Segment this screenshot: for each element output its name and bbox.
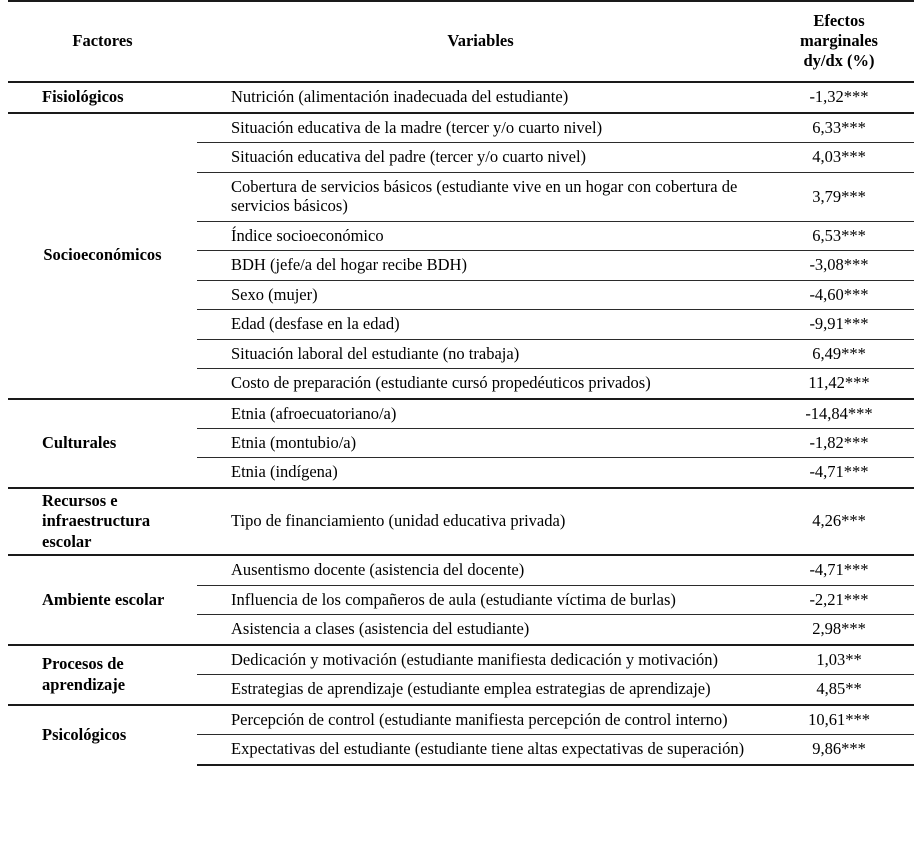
marginal-effect-value: 6,49*** bbox=[764, 339, 914, 368]
table-header bbox=[8, 1, 914, 82]
column-header-variables: Variables bbox=[197, 1, 764, 82]
marginal-effect-value: 6,53*** bbox=[764, 221, 914, 250]
column-header-factores: Factores bbox=[8, 1, 197, 82]
marginal-effect-value: 2,98*** bbox=[764, 615, 914, 645]
marginal-effect-value: -1,82*** bbox=[764, 429, 914, 458]
factor-group-label: Recursos e infraestructura escolar bbox=[8, 488, 197, 555]
factor-group-label: Psicológicos bbox=[8, 705, 197, 765]
variable-label: Cobertura de servicios básicos (estudiante vive en un hogar con cobertura de servicios básicos) bbox=[197, 172, 764, 221]
column-header-marginal-effects-line3: dy/dx (%) bbox=[803, 51, 875, 71]
factor-group-label: Fisiológicos bbox=[8, 82, 197, 112]
variable-label: Dedicación y motivación (estudiante manifiesta dedicación y motivación) bbox=[197, 645, 764, 675]
table-header-row bbox=[8, 1, 914, 82]
marginal-effect-value: 9,86*** bbox=[764, 735, 914, 765]
variable-label: BDH (jefe/a del hogar recibe BDH) bbox=[197, 251, 764, 280]
factor-group-label: Socioeconómicos bbox=[8, 113, 197, 399]
factor-group-label: Ambiente escolar bbox=[8, 555, 197, 644]
marginal-effect-value: 10,61*** bbox=[764, 705, 914, 735]
factor-group-label: Culturales bbox=[8, 399, 197, 488]
variable-label: Situación educativa del padre (tercer y/o cuarto nivel) bbox=[197, 143, 764, 172]
table-row bbox=[8, 645, 914, 675]
marginal-effect-value: -1,32*** bbox=[764, 82, 914, 112]
variable-label: Asistencia a clases (asistencia del estudiante) bbox=[197, 615, 764, 645]
marginal-effects-table bbox=[8, 0, 914, 766]
table-row bbox=[8, 705, 914, 735]
marginal-effect-value: 1,03** bbox=[764, 645, 914, 675]
marginal-effect-value: 3,79*** bbox=[764, 172, 914, 221]
factor-group-label: Procesos de aprendizaje bbox=[8, 645, 197, 705]
table-row bbox=[8, 82, 914, 112]
variable-label: Nutrición (alimentación inadecuada del estudiante) bbox=[197, 82, 764, 112]
table-row bbox=[8, 399, 914, 429]
marginal-effect-value: 4,85** bbox=[764, 675, 914, 705]
column-header-marginal-effects bbox=[764, 1, 914, 82]
marginal-effect-value: 11,42*** bbox=[764, 369, 914, 399]
column-header-marginal-effects-line2: marginales bbox=[800, 31, 878, 51]
marginal-effect-value: -4,71*** bbox=[764, 458, 914, 488]
marginal-effect-value: -3,08*** bbox=[764, 251, 914, 280]
variable-label: Sexo (mujer) bbox=[197, 280, 764, 309]
variable-label: Expectativas del estudiante (estudiante tiene altas expectativas de superación) bbox=[197, 735, 764, 765]
variable-label: Etnia (afroecuatoriano/a) bbox=[197, 399, 764, 429]
variable-label: Percepción de control (estudiante manifiesta percepción de control interno) bbox=[197, 705, 764, 735]
variable-label: Situación educativa de la madre (tercer y/o cuarto nivel) bbox=[197, 113, 764, 143]
table-row bbox=[8, 113, 914, 143]
variable-label: Costo de preparación (estudiante cursó propedéuticos privados) bbox=[197, 369, 764, 399]
variable-label: Estrategias de aprendizaje (estudiante emplea estrategias de aprendizaje) bbox=[197, 675, 764, 705]
variable-label: Edad (desfase en la edad) bbox=[197, 310, 764, 339]
variable-label: Influencia de los compañeros de aula (estudiante víctima de burlas) bbox=[197, 585, 764, 614]
variable-label: Etnia (montubio/a) bbox=[197, 429, 764, 458]
marginal-effect-value: -9,91*** bbox=[764, 310, 914, 339]
marginal-effect-value: -4,60*** bbox=[764, 280, 914, 309]
table-row bbox=[8, 488, 914, 555]
variable-label: Etnia (indígena) bbox=[197, 458, 764, 488]
table-body bbox=[8, 82, 914, 764]
marginal-effect-value: -14,84*** bbox=[764, 399, 914, 429]
variable-label: Tipo de financiamiento (unidad educativa privada) bbox=[197, 488, 764, 555]
variable-label: Ausentismo docente (asistencia del docente) bbox=[197, 555, 764, 585]
marginal-effect-value: -2,21*** bbox=[764, 585, 914, 614]
variable-label: Situación laboral del estudiante (no trabaja) bbox=[197, 339, 764, 368]
table-row bbox=[8, 555, 914, 585]
marginal-effect-value: 4,03*** bbox=[764, 143, 914, 172]
marginal-effect-value: 4,26*** bbox=[764, 488, 914, 555]
marginal-effect-value: -4,71*** bbox=[764, 555, 914, 585]
marginal-effect-value: 6,33*** bbox=[764, 113, 914, 143]
variable-label: Índice socioeconómico bbox=[197, 221, 764, 250]
column-header-marginal-effects-line1: Efectos bbox=[813, 11, 865, 30]
